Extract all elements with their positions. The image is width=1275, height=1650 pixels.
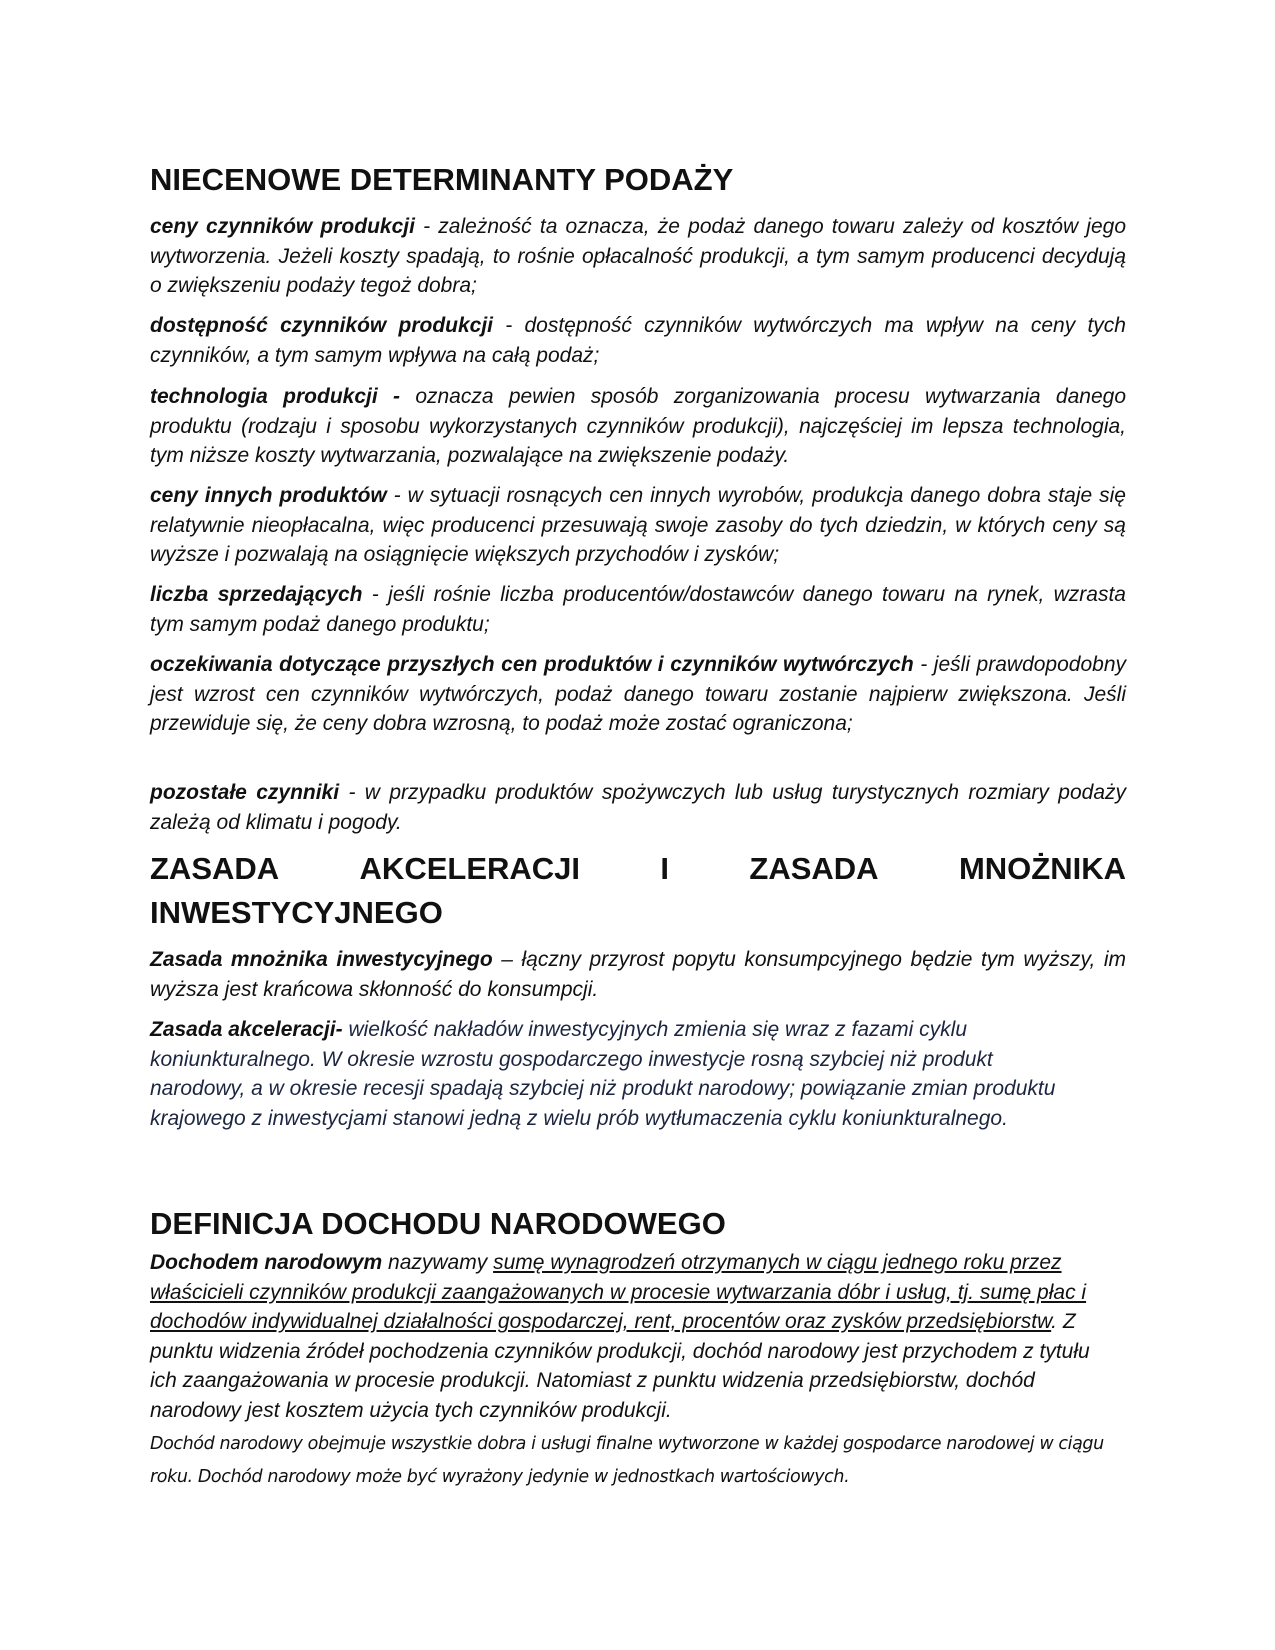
p-technology: technologia produkcji - oznacza pewien sposób zorganizowania procesu wytwarzania danego produktu (rodzaju i sposobu wykorzystanych czynników produkcji), najczęściej im lepsza technologia, tym niższe koszty wytwarzania, pozwalające na zwiększenie podaży. — [150, 385, 1126, 467]
p-expectations: oczekiwania dotyczące przyszłych cen produktów i czynników wytwórczych - jeśli prawdopodobny jest wzrost cen czynników wytwórczych, podaż danego towaru zostanie najpierw zwiększona. Jeśli przewiduje się, że ceny dobra wzrosną, to podaż może zostać ograniczona; — [150, 653, 1127, 735]
p-other-prices: ceny innych produktów - w sytuacji rosnących cen innych wyrobów, produkcja danego dobra staje się relatywnie nieopłacalna, więc producenci przesuwają swoje zasoby do tych dziedzin, w których ceny są wyższe i pozwalają na osiągnięcie większych przychodów i zysków; — [150, 484, 1126, 566]
heading-accelerator-multiplier: ZASADA AKCELERACJI I ZASADA MNOŻNIKA INWESTYCYJNEGO — [150, 851, 1126, 930]
p-national-income-note: Dochód narodowy obejmuje wszystkie dobra i usługi finalne wytworzone w każdej gospodarce narodowej w ciągu roku. Dochód narodowy może być wyrażony jedynie w jednostkach wartościowych. — [150, 1434, 1104, 1487]
heading-national-income: DEFINICJA DOCHODU NARODOWEGO — [150, 1206, 726, 1241]
p-factor-prices: ceny czynników produkcji - zależność ta oznacza, że podaż danego towaru zależy od kosztów jego wytworzenia. Jeżeli koszty spadają, to rośnie opłacalność produkcji, a tym samym producenci decydują o zwiększeniu podaży tegoż dobra; — [150, 215, 1127, 297]
heading-supply-determinants: NIECENOWE DETERMINANTY PODAŻY — [150, 162, 734, 197]
p-other-factors: pozostałe czynniki - w przypadku produktów spożywczych lub usług turystycznych rozmiary podaży zależą od klimatu i pogody. — [150, 781, 1126, 834]
p-national-income-definition: Dochodem narodowym nazywamy sumę wynagrodzeń otrzymanych w ciągu jednego roku przez właścicieli czynników produkcji zaangażowanych w procesie wytwarzania dóbr i usług, tj. sumę płac i dochodów indywidualnej działalności gospodarczej, rent, procentów oraz zysków przedsiębiorstw. Z punktu widzenia źródeł pochodzenia czynników produkcji, dochód narodowy jest przychodem z tytułu ich zaangażowania w procesie produkcji. Natomiast z punktu widzenia przedsiębiorstw, dochód narodowy jest kosztem użycia tych czynników produkcji. — [150, 1251, 1090, 1422]
p-factor-availability: dostępność czynników produkcji - dostępność czynników wytwórczych ma wpływ na ceny tych czynników, a tym samym wpływa na całą podaż; — [150, 314, 1126, 367]
p-multiplier: Zasada mnożnika inwestycyjnego – łączny przyrost popytu konsumpcyjnego będzie tym wyższy, im wyższa jest krańcowa skłonność do konsumpcji. — [150, 948, 1126, 1001]
p-sellers: liczba sprzedających - jeśli rośnie liczba producentów/dostawców danego towaru na rynek, wzrasta tym samym podaż danego produktu; — [150, 583, 1126, 636]
p-accelerator: Zasada akceleracji- wielkość nakładów inwestycyjnych zmienia się wraz z fazami cyklu koniunkturalnego. W okresie wzrostu gospodarczego inwestycje rosną szybciej niż produkt narodowy, a w okresie recesji spadają szybciej niż produkt narodowy; powiązanie zmian produktu krajowego z inwestycjami stanowi jedną z wielu prób wytłumaczenia cyklu koniunkturalnego. — [150, 1018, 1056, 1130]
